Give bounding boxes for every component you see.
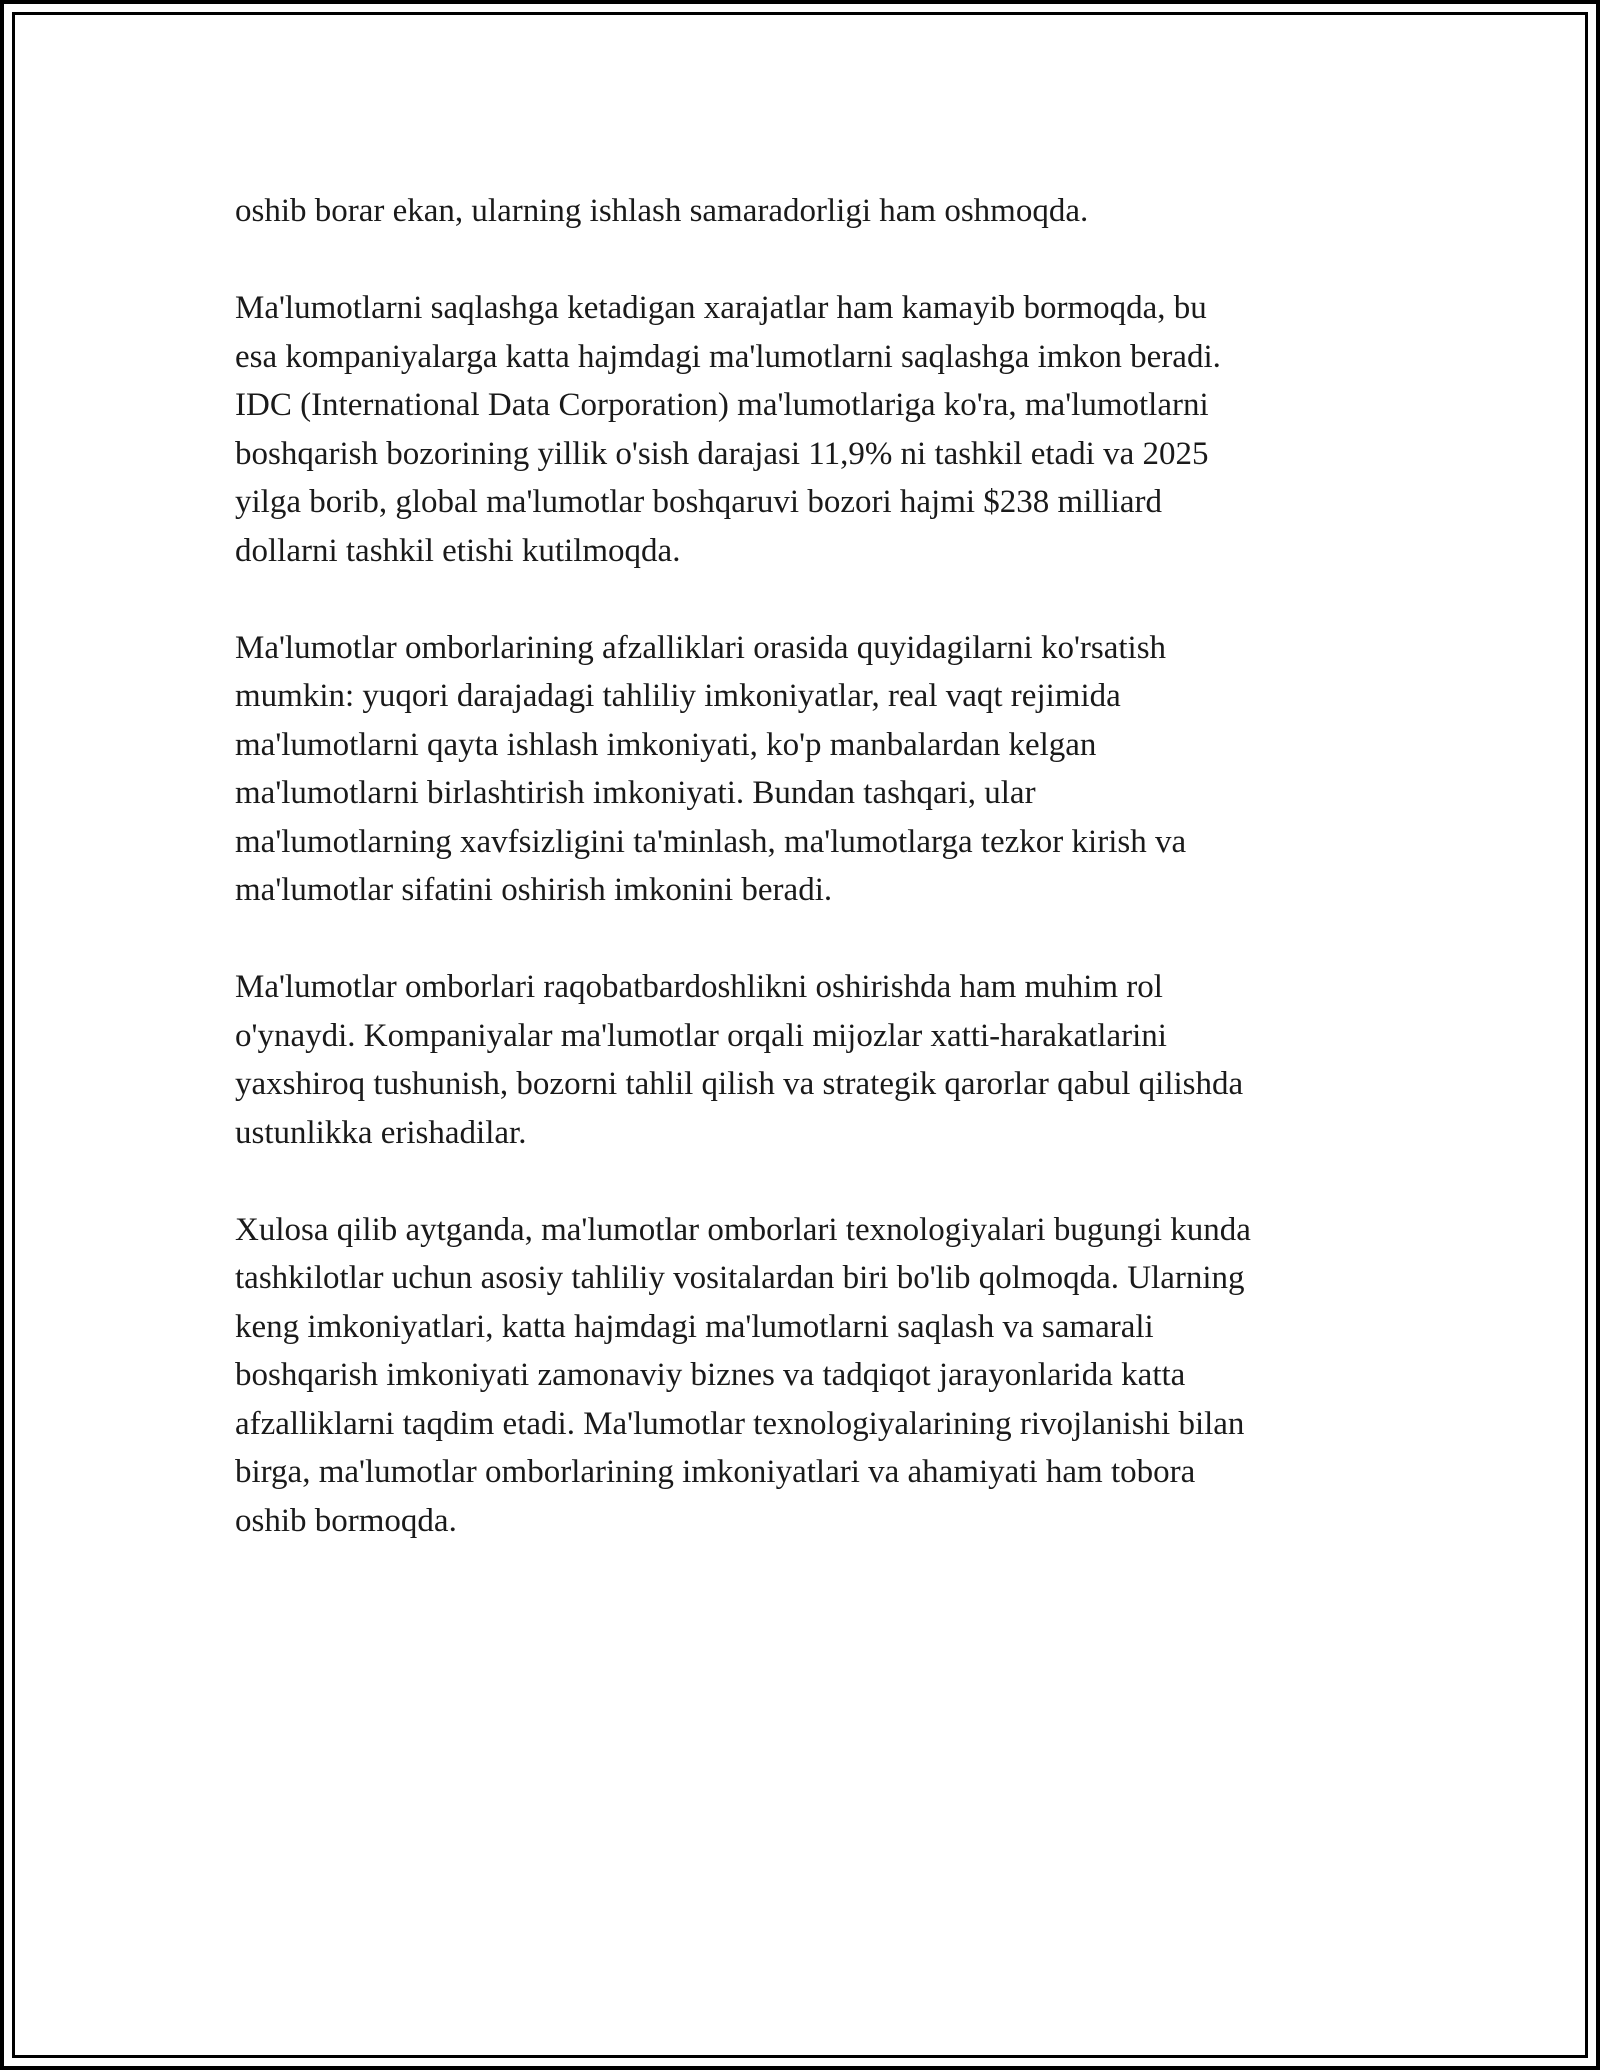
paragraph-1: oshib borar ekan, ularning ishlash samaradorligi ham oshmoqda.: [235, 193, 1089, 229]
paragraph-3: Ma'lumotlar omborlarining afzalliklari orasida quyidagilarni ko'rsatish mumkin: yuqori darajadagi tahliliy imkoniyatlar, real vaqt rejimida ma'lumotlarni qayta ishlash imkoniyati, ko'p manbalardan kelgan ma'lumotlarni birlashtirish imkoniyati. Bundan tashqari, ular ma'lumotlarning xavfsizligini ta'minlash, ma'lumotlarga tezkor kirish va ma'lumotlar sifatini oshirish imkonini beradi.: [235, 629, 1187, 908]
paragraph-2: Ma'lumotlarni saqlashga ketadigan xarajatlar ham kamayib bormoqda, bu esa kompaniyalarga katta hajmdagi ma'lumotlarni saqlashga imkon beradi. IDC (International Data Corporation) ma'lumotlariga ko'ra, ma'lumotlarni boshqarish bozorining yillik o'sish darajasi 11,9% ni tashkil etadi va 2025 yilga borib, global ma'lumotlar boshqaruvi bozori hajmi $238 milliard dollarni tashkil etishi kutilmoqda.: [235, 290, 1221, 569]
paragraph-5: Xulosa qilib aytganda, ma'lumotlar omborlari texnologiyalari bugungi kunda tashkilotlar uchun asosiy tahliliy vositalardan biri bo'lib qolmoqda. Ularning keng imkoniyatlari, katta hajmdagi ma'lumotlarni saqlash va samarali boshqarish imkoniyati zamonaviy biznes va tadqiqot jarayonlarida katta afzalliklarni taqdim etadi. Ma'lumotlar texnologiyalarining rivojlanishi bilan birga, ma'lumotlar omborlarining imkoniyatlari va ahamiyati ham tobora oshib bormoqda.: [235, 1211, 1251, 1539]
paragraph-4: Ma'lumotlar omborlari raqobatbardoshlikni oshirishda ham muhim rol o'ynaydi. Kompaniyalar ma'lumotlar orqali mijozlar xatti-harakatlarini yaxshiroq tushunish, bozorni tahlil qilish va strategik qarorlar qabul qilishda ustunlikka erishadilar.: [235, 969, 1244, 1151]
document-body: [235, 187, 1375, 1545]
